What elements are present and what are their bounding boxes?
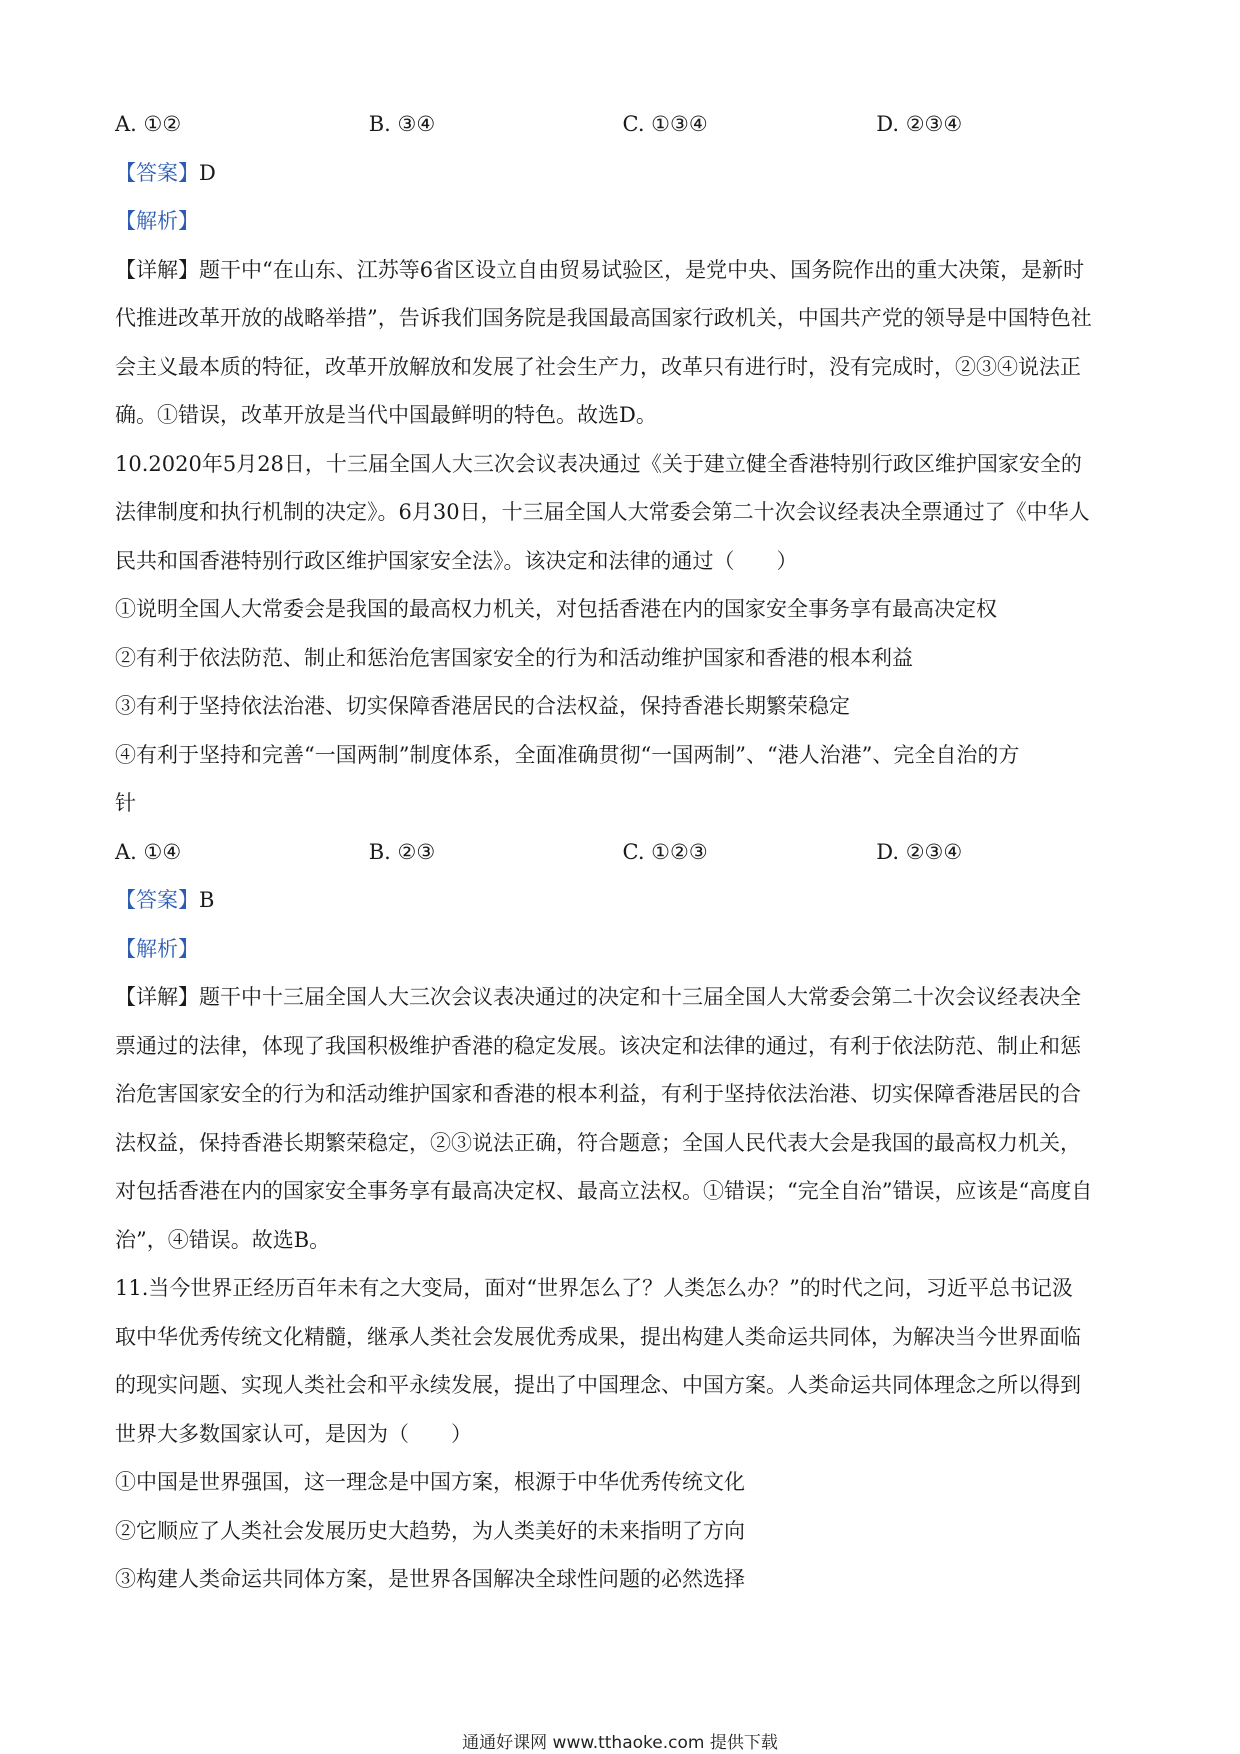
q11-statement-3: ③构建人类命运共同体方案，是世界各国解决全球性问题的必然选择 — [115, 1567, 745, 1591]
q10-option-a: A. ①④ — [115, 839, 182, 864]
detail-tag: 【详解】 — [115, 257, 199, 282]
q9-detail-line: 会主义最本质的特征，改革开放解放和发展了社会生产力，改革只有进行时，没有完成时，②③④说法正 — [115, 354, 1081, 379]
detail-tag: 【详解】 — [115, 985, 199, 1009]
q11-stem-line: 取中华优秀传统文化精髓，继承人类社会发展优秀成果，提出构建人类命运共同体，为解决当今世界面临 — [115, 1324, 1081, 1349]
q9-detail-line — [115, 246, 1130, 295]
q9-option-d: D. ②③④ — [876, 112, 963, 136]
detail-text: 题干中十三届全国人大三次会议表决通过的决定和十三届全国人大常委会第二十次会议经表决全 — [199, 985, 1081, 1009]
q10-analysis — [115, 925, 1130, 974]
q10-option-d: D. ②③④ — [876, 839, 963, 864]
q11-statement-1: ①中国是世界强国，这一理念是中国方案，根源于中华优秀传统文化 — [115, 1470, 745, 1494]
q10-stem-line: 民共和国香港特别行政区维护国家安全法》。该决定和法律的通过（ ） — [115, 548, 798, 573]
q10-detail-line: 法权益，保持香港长期繁荣稳定，②③说法正确，符合题意；全国人民代表大会是我国的最高权力机关， — [115, 1130, 1081, 1155]
q10-stem-line: 10.2020年5月28日，十三届全国人大三次会议表决通过《关于建立健全香港特别行政区维护国家安全的 — [115, 451, 1082, 476]
q9-option-b: B. ③④ — [368, 112, 436, 136]
q9-detail-line: 代推进改革开放的战略举措”，告诉我们国务院是我国最高国家行政机关，中国共产党的领导是中国特色社 — [115, 306, 1092, 330]
q11-stem-line: 世界大多数国家认可，是因为（ ） — [115, 1421, 472, 1446]
answer-value: B — [199, 888, 215, 912]
analysis-tag: 【解析】 — [115, 936, 199, 961]
q10-options — [115, 828, 1130, 877]
q9-option-a: A. ①② — [115, 112, 182, 136]
document-body — [115, 100, 1130, 1604]
q10-detail-line: 治危害国家安全的行为和活动维护国家和香港的根本利益，有利于坚持依法治港、切实保障香港居民的合 — [115, 1082, 1081, 1106]
q10-option-b: B. ②③ — [368, 839, 436, 864]
q10-detail-line: 票通过的法律，体现了我国积极维护香港的稳定发展。该决定和法律的通过，有利于依法防范、制止和惩 — [115, 1033, 1081, 1058]
q10-detail-line: 治”，④错误。故选B。 — [115, 1227, 331, 1252]
q9-options — [115, 100, 1130, 149]
q10-statement-4-cont: 针 — [115, 791, 136, 815]
q10-statement-4: ④有利于坚持和完善“一国两制”制度体系，全面准确贯彻“一国两制”、“港人治港”、完全自治的方 — [115, 742, 1020, 767]
q11-stem-line: 11.当今世界正经历百年未有之大变局，面对“世界怎么了？人类怎么办？”的时代之问，习近平总书记汲 — [115, 1276, 1073, 1300]
answer-value: D — [199, 160, 216, 185]
q10-statement-2: ②有利于依法防范、制止和惩治危害国家安全的行为和活动维护国家和香港的根本利益 — [115, 645, 913, 670]
q10-statement-3: ③有利于坚持依法治港、切实保障香港居民的合法权益，保持香港长期繁荣稳定 — [115, 694, 850, 718]
analysis-tag: 【解析】 — [115, 209, 199, 233]
q10-answer — [115, 876, 1130, 925]
q11-stem-line: 的现实问题、实现人类社会和平永续发展，提出了中国理念、中国方案。人类命运共同体理念之所以得到 — [115, 1373, 1081, 1397]
answer-tag: 【答案】 — [115, 160, 199, 185]
q10-option-c: C. ①②③ — [622, 839, 708, 864]
q9-detail-line: 确。①错误，改革开放是当代中国最鲜明的特色。故选D。 — [115, 403, 657, 427]
q9-answer — [115, 149, 1130, 198]
q10-detail-line: 对包括香港在内的国家安全事务享有最高决定权、最高立法权。①错误；“完全自治”错误，应该是“高度自 — [115, 1179, 1093, 1203]
q9-option-c: C. ①③④ — [622, 112, 708, 136]
q10-stem-line: 法律制度和执行机制的决定》。6月30日，十三届全国人大常委会第二十次会议经表决全票通过了《中华人 — [115, 500, 1090, 524]
answer-tag: 【答案】 — [115, 888, 199, 912]
detail-text: 题干中“在山东、江苏等6省区设立自由贸易试验区，是党中央、国务院作出的重大决策，是新时 — [199, 257, 1085, 282]
page-footer: 通通好课网 www.tthaoke.com 提供下载 — [462, 1733, 778, 1753]
q11-statement-2: ②它顺应了人类社会发展历史大趋势，为人类美好的未来指明了方向 — [115, 1518, 745, 1543]
q10-detail-line — [115, 973, 1130, 1022]
q10-statement-1: ①说明全国人大常委会是我国的最高权力机关，对包括香港在内的国家安全事务享有最高决定权 — [115, 597, 997, 621]
q9-analysis — [115, 197, 1130, 246]
